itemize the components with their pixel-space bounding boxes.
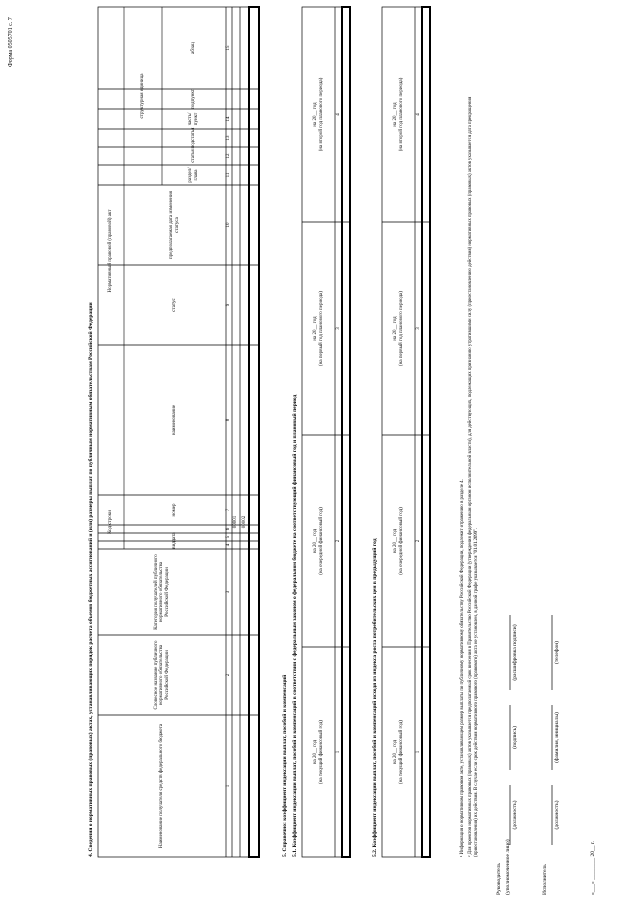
s51-year-next-note: (на очередной финансовый год) [318, 507, 324, 575]
s52-year-current-note: (на текущий финансовый год) [398, 720, 404, 784]
s51-num-1: 1 [335, 750, 341, 754]
s51-year-first-note: (на первый год планового периода) [318, 291, 324, 366]
colnum-3: 3 [226, 590, 232, 594]
header-data: дата [172, 532, 178, 542]
section5-2-title: 5.2. Коэффициент индексации выплат, пособий и компенсаций исходя из индекса роста потребительских цен в предыдущий год [372, 538, 378, 857]
colnum-10: 10 [226, 222, 232, 228]
header-abzac: абзац [191, 42, 197, 54]
s51-year-current-note: (на текущий финансовый год) [318, 720, 324, 784]
section4-title: 4. Сведения о нормативных правовых (правовых) актах, устанавливающих порядок расчета объемов бюджетных ассигнований и (или) размеры выплат по публичным нормативным обязательствам Российской Федерации [88, 302, 94, 857]
s51-year-second-note: (на второй год планового периода) [318, 77, 324, 152]
header-struct-group: структурная единица [140, 73, 146, 119]
header-col1: Наименование получателя средств федерального бюджета [159, 723, 165, 849]
header-col2: Словесное название публичного нормативного обязательства Российской Федерации [153, 640, 170, 710]
colnum-7: 7 [226, 508, 232, 512]
s52-year-next [382, 435, 415, 647]
s52-year-current-label: на 20__ год [392, 739, 398, 765]
header-vid: вид [172, 541, 178, 549]
section5-title: 5. Справочно: коэффициент индексации выплат, пособий и компенсаций [282, 674, 288, 857]
s52-year-first-label: на 20__ год [392, 316, 398, 341]
header-podstatya: подстатья [191, 127, 197, 149]
sig-head-signature: (подпись) [512, 726, 518, 749]
header-act-group: Нормативный правовой (правовой) акт [108, 209, 114, 293]
sig-head-decode: (расшифровка подписи) [512, 624, 518, 681]
header-status: статус [172, 298, 178, 312]
sig-date: «___» ________ 20__ г. [590, 841, 596, 895]
row-code-1: 00001 [233, 515, 239, 529]
s52-year-next-note: (на очередной финансовый год) [398, 507, 404, 575]
s52-num-4: 4 [415, 113, 421, 116]
row-code-2: 00002 [241, 515, 247, 529]
s52-num-2: 2 [415, 539, 421, 543]
s51-year-current [302, 647, 335, 857]
s52-year-second-note: (на второй год планового периода) [398, 77, 404, 152]
colnum-1: 1 [226, 784, 232, 788]
header-nomer: номер [172, 503, 178, 517]
header-podpunkt: подпункт [191, 89, 197, 109]
header-code: Код строки [108, 510, 114, 534]
s51-num-4: 4 [335, 113, 341, 116]
s51-year-current-label: на 20__ год [312, 739, 318, 765]
colnum-4: 4 [226, 543, 232, 547]
s52-year-first [382, 222, 415, 435]
colnum-12: 12 [226, 153, 232, 159]
s52-year-next-label: на 20__ год [392, 528, 398, 554]
s51-year-next [302, 435, 335, 647]
s52-year-current [382, 647, 415, 857]
colnum-9: 9 [226, 303, 232, 307]
s51-year-first [302, 222, 335, 435]
sig-exec-position: (должность) [554, 800, 560, 830]
header-col3: Категория получателей публичного нормативного обязательства Российской Федерации [153, 554, 170, 630]
colnum-5: 5 [226, 535, 232, 539]
s51-num-2: 2 [335, 539, 341, 543]
header-chast: часть/пункт [188, 112, 199, 126]
s52-year-first-note: (на первый год планового периода) [398, 291, 404, 366]
s52-num-1: 1 [415, 750, 421, 754]
s51-year-first-label: на 20__ год [312, 316, 318, 341]
colnum-13: 13 [226, 135, 232, 141]
s52-year-second [382, 7, 415, 222]
colnum-8: 8 [226, 418, 232, 422]
s52-year-second-label: на 20__ год [392, 102, 398, 127]
colnum-15: 15 [226, 45, 232, 51]
s51-year-next-label: на 20__ год [312, 528, 318, 554]
sig-head-label: Руководитель [496, 863, 502, 895]
sig-exec-phone: (телефон) [554, 640, 560, 665]
section5-1-title: 5.1. Коэффициент индексации выплат, пособий и компенсаций в соответствии с федеральным законом о федеральном бюджете на соответствующий финансовый год и плановый период [292, 394, 298, 857]
colnum-6: 6 [226, 527, 232, 531]
header-statya: статья [191, 149, 197, 163]
colnum-11: 11 [226, 172, 232, 178]
s51-year-second [302, 7, 335, 222]
sig-head-position: (должность) [512, 800, 518, 830]
s51-num-3: 3 [335, 327, 341, 330]
header-naim: наименование [172, 404, 178, 436]
footnote-1: ¹ Информация о нормативном правовом акте, устанавливающем размер выплаты по публичному нормативному обязательству Российской Федерации, подлежит отражению в разделе 4. [460, 479, 465, 857]
sig-executor-label: Исполнитель [542, 864, 548, 895]
form-number: Форма 0505701 с. 7 [8, 17, 14, 67]
sig-head-sub: (уполномоченное лицо) [505, 839, 511, 895]
header-predpol: предполагаемая дата изменения статуса [169, 191, 180, 259]
colnum-14: 14 [226, 116, 232, 122]
footnote-2: ² Для проектов нормативных правовых (правовых) актов указывается предполагаемый срок внесения в Правительство Российской Федерации (утверждения федеральным органом исполнительной власти), для действующих, подлежащих признанию утратившими силу (приостановлению действия) нормативных правовых (правовых) актов указывается дата прекращения (приостановления) их действия. В случае если срок действия нормативного правового (правового) акта не установлен, в данной графе указывается "01.01.2099". [468, 96, 479, 857]
colnum-2: 2 [226, 673, 232, 677]
header-razdel: раздел/глава [188, 167, 199, 183]
s52-num-3: 3 [415, 327, 421, 330]
s51-year-second-label: на 20__ год [312, 102, 318, 127]
sig-exec-fio: (фамилия, инициалы) [554, 712, 560, 763]
